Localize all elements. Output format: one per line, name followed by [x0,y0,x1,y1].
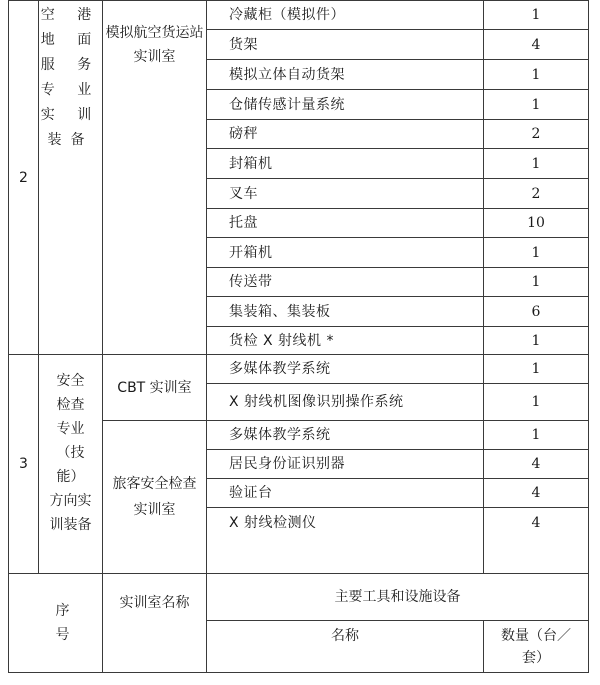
item-qty: 4 [484,450,589,479]
item-qty: 1 [484,268,589,297]
header-no: 序号 [9,574,103,673]
row-number: 2 [9,1,39,355]
table-row [9,355,589,384]
item-qty: 4 [484,30,589,60]
item-name: 托盘 [207,209,484,238]
header-qty: 数量（台／套） [484,621,589,673]
item-qty: 1 [484,421,589,450]
item-qty: 1 [484,355,589,384]
item-name: 仓储传感计量系统 [207,90,484,120]
item-qty: 1 [484,238,589,268]
item-qty: 10 [484,209,589,238]
item-name: 磅秤 [207,120,484,149]
item-qty: 4 [484,508,589,574]
header-room: 实训室名称 [103,574,207,673]
item-name: 集装箱、集装板 [207,297,484,327]
item-name: 传送带 [207,268,484,297]
item-qty: 2 [484,179,589,209]
item-qty: 2 [484,120,589,149]
item-qty: 1 [484,384,589,421]
header-equipment: 主要工具和设施设备 [207,574,589,621]
item-qty: 1 [484,149,589,179]
item-name: 验证台 [207,479,484,508]
header-name: 名称 [207,621,484,673]
item-name: X 射线机图像识别操作系统 [207,384,484,421]
item-name: 货架 [207,30,484,60]
item-qty: 4 [484,479,589,508]
item-name: 冷藏柜（模拟件） [207,1,484,30]
item-name: 开箱机 [207,238,484,268]
major-name: 空 港 地 面 服 务 专 业 实 训 装备 [39,1,103,355]
item-name: X 射线检测仪 [207,508,484,574]
item-qty: 1 [484,90,589,120]
room-name: CBT 实训室 [103,355,207,421]
header-row [9,574,589,621]
item-name: 模拟立体自动货架 [207,60,484,90]
row-number: 3 [9,355,39,574]
item-name: 居民身份证识别器 [207,450,484,479]
equipment-table [8,0,589,673]
item-name: 封箱机 [207,149,484,179]
item-qty: 1 [484,60,589,90]
major-name: 安全 检查 专业 （技 能） 方向实 训装备 [39,355,103,574]
item-name: 多媒体教学系统 [207,355,484,384]
table-row [9,1,589,30]
item-name: 叉车 [207,179,484,209]
item-name: 多媒体教学系统 [207,421,484,450]
room-name: 旅客安全检查实训室 [103,421,207,574]
item-qty: 1 [484,327,589,355]
item-qty: 1 [484,1,589,30]
item-name: 货检 X 射线机 * [207,327,484,355]
item-qty: 6 [484,297,589,327]
room-name: 模拟航空货运站实训室 [103,1,207,355]
